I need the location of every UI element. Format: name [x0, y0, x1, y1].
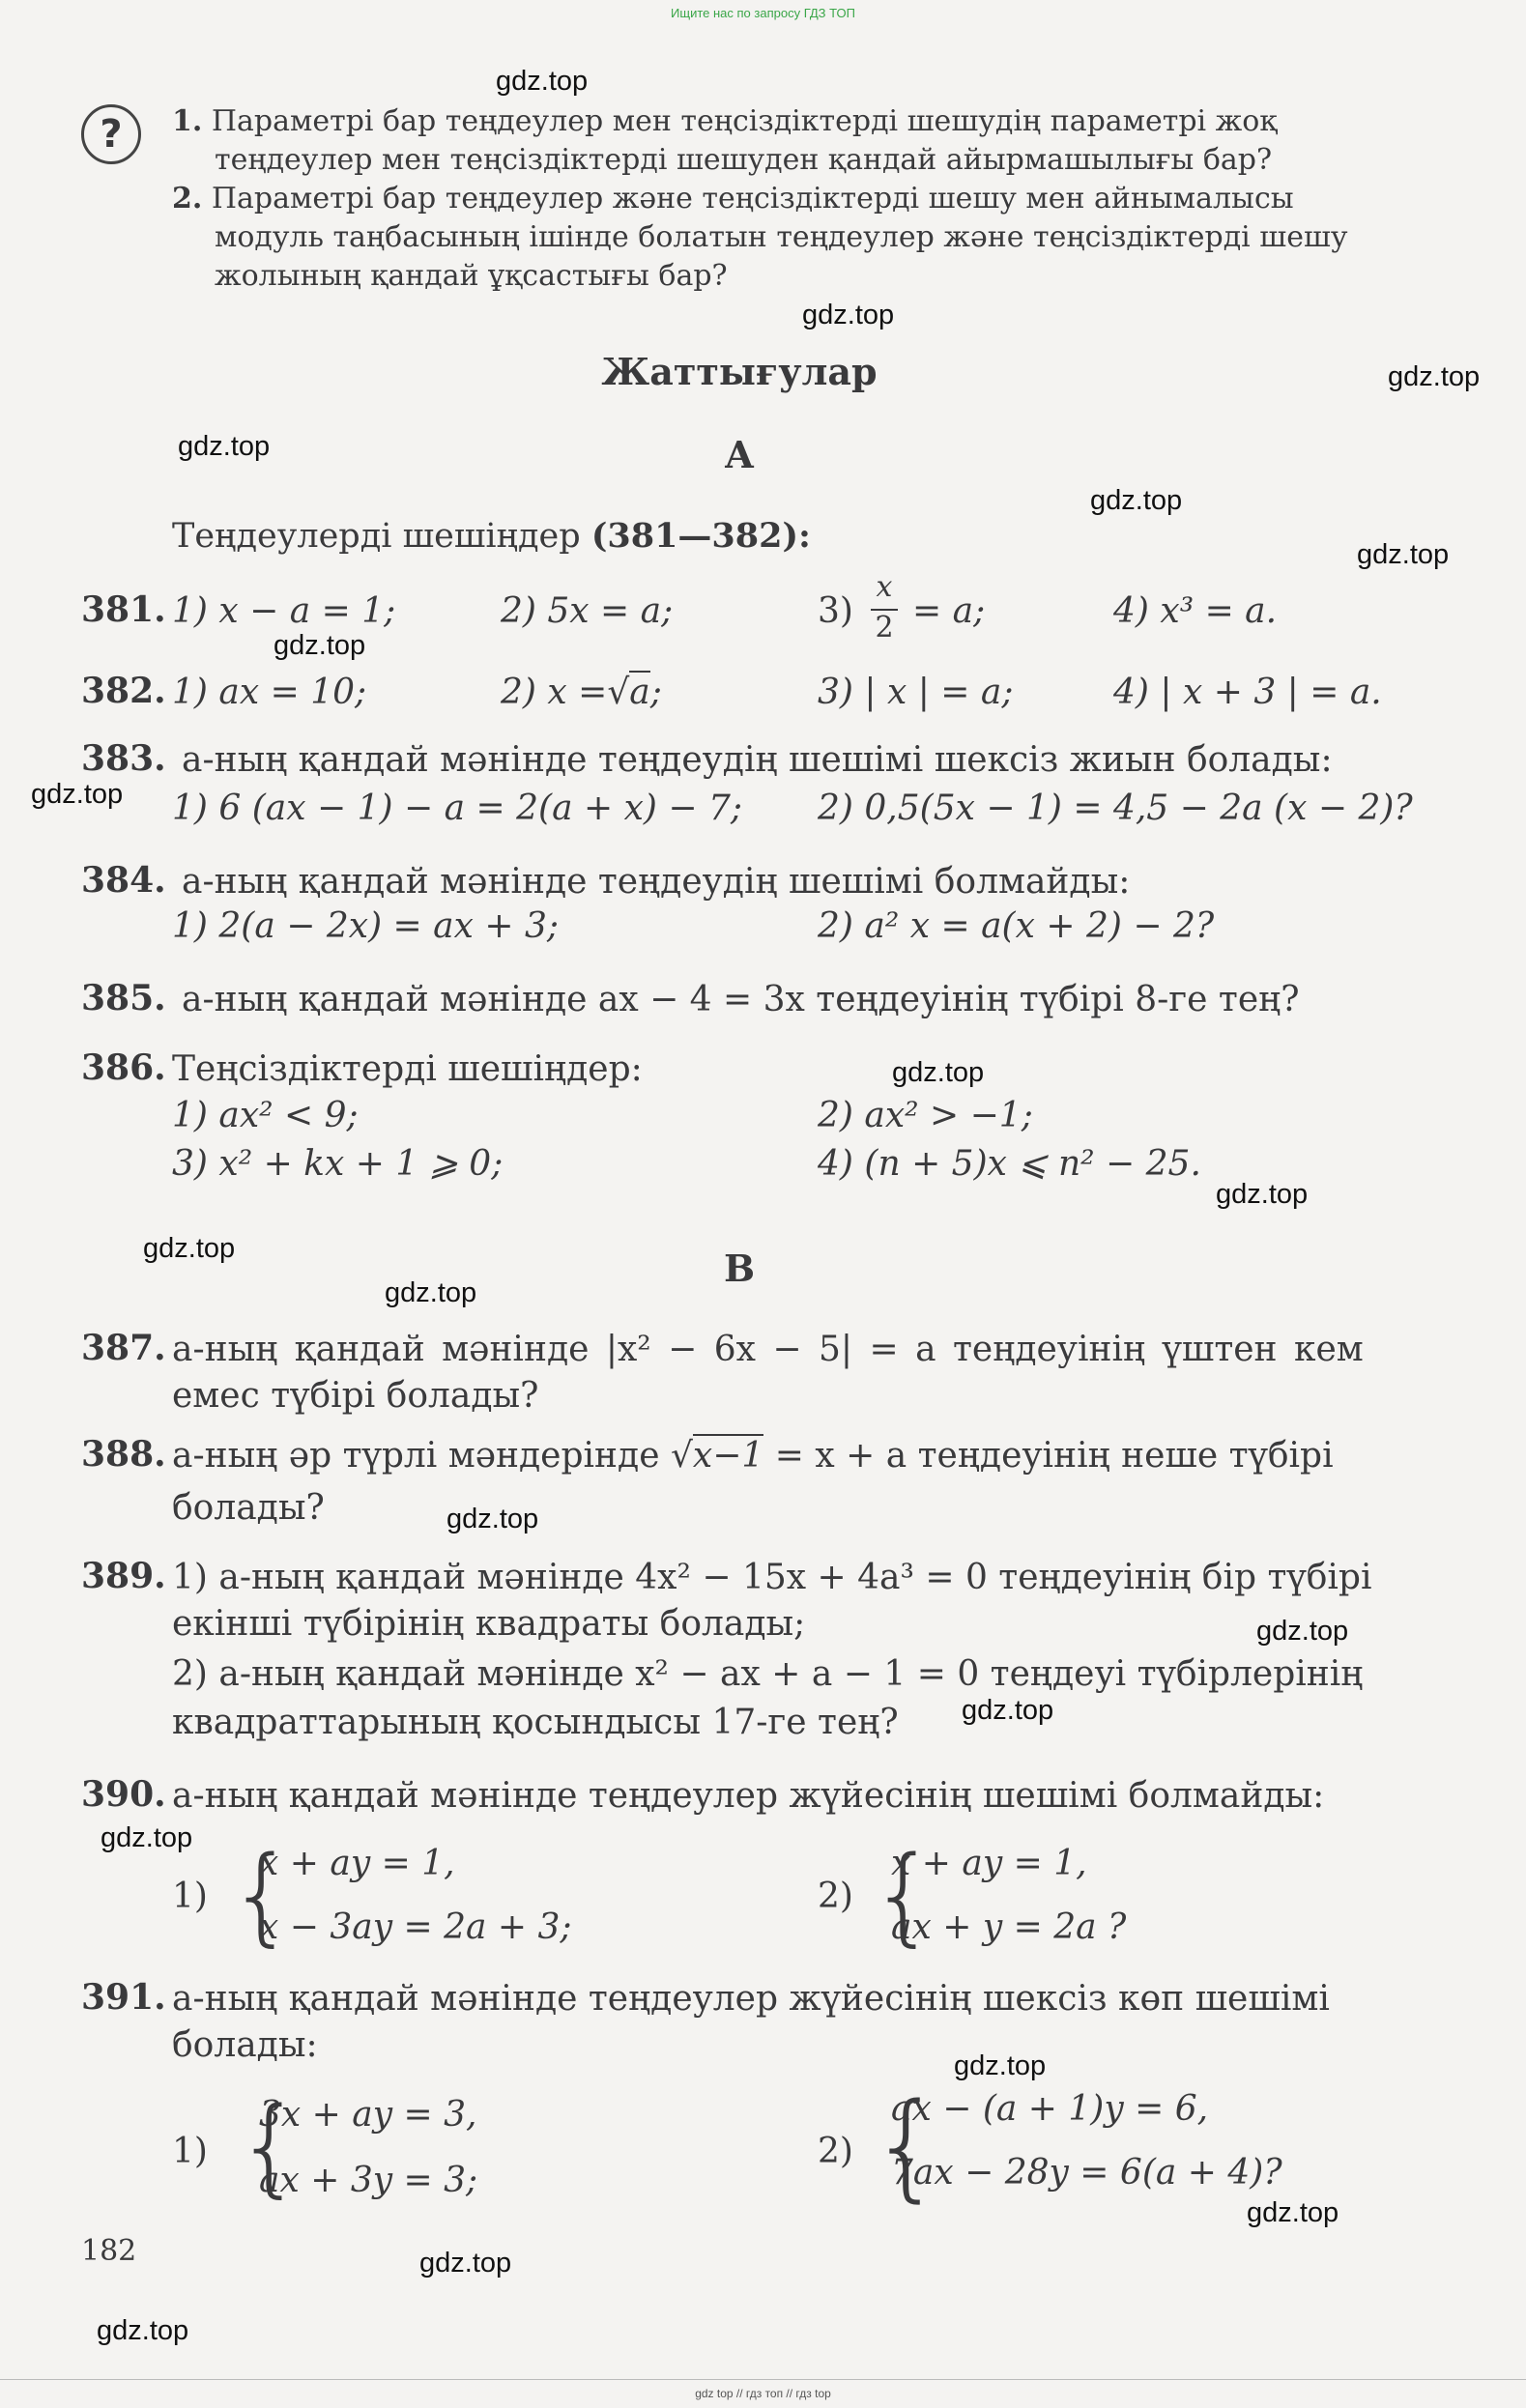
- ex389-line1: 1) a-ның қандай мәнінде 4x² − 15x + 4a³ = 0 теңдеуінің бір түбірі: [172, 1558, 1372, 1597]
- watermark: gdz.top: [962, 1695, 1054, 1726]
- question-mark-icon: ?: [81, 104, 141, 164]
- exercise-number: 384.: [81, 860, 166, 901]
- ex385-text: a-ның қандай мәнінде ax − 4 = 3x теңдеуінің түбірі 8-ге тең?: [182, 980, 1300, 1019]
- ex382-part4: 4) | x + 3 | = a.: [1113, 673, 1382, 712]
- ex384-part1: 1) 2(a − 2x) = ax + 3;: [172, 906, 560, 946]
- ex386-part1: 1) ax² < 9;: [172, 1096, 359, 1135]
- watermark: gdz.top: [178, 431, 271, 462]
- ex386-part4: 4) (n + 5)x ⩽ n² − 25.: [818, 1144, 1201, 1184]
- watermark: gdz.top: [1357, 539, 1450, 570]
- watermark: gdz.top: [97, 2315, 189, 2346]
- system-brace: {: [236, 2084, 303, 2208]
- fraction-numerator: x: [876, 570, 893, 604]
- level-a-heading: A: [725, 433, 754, 476]
- ex391-s2-eq1: ax − (a + 1)y = 6,: [891, 2089, 1209, 2129]
- watermark: gdz.top: [1388, 361, 1481, 392]
- watermark: gdz.top: [101, 1822, 193, 1853]
- watermark: gdz.top: [954, 2050, 1047, 2081]
- watermark: gdz.top: [1216, 1179, 1309, 1210]
- question-2-line3: жолының қандай ұқсастығы бар?: [215, 259, 728, 293]
- ex389-line4: квадраттарының қосындысы 17-ге тең?: [172, 1703, 899, 1742]
- exercise-number: 381.: [81, 589, 166, 630]
- ex391-line2: болады:: [172, 2025, 318, 2065]
- ex381-part1: 1) x − a = 1;: [172, 591, 396, 631]
- question-2-line2: модуль таңбасының ішінде болатын теңдеулер және теңсіздіктерді шешу: [215, 220, 1348, 254]
- ex390-s1-eq2: x − 3ay = 2a + 3;: [259, 1907, 572, 1947]
- question-1: 1. Параметрі бар теңдеулер мен теңсіздіктерді шешудің параметрі жоқ: [172, 104, 1278, 138]
- watermark: gdz.top: [385, 1277, 477, 1308]
- ex391-system2-label: 2): [818, 2132, 853, 2171]
- exercise-number: 386.: [81, 1047, 166, 1088]
- watermark: gdz.top: [496, 66, 589, 97]
- exercise-number: 388.: [81, 1434, 166, 1475]
- watermark: gdz.top: [274, 630, 366, 661]
- ex388-line1: a-ның әр түрлі мәндерінде √x−1 = x + a теңдеуінің неше түбірі: [172, 1436, 1334, 1476]
- watermark: gdz.top: [31, 779, 124, 810]
- ex391-line1: a-ның қандай мәнінде теңдеулер жүйесінің шексіз көп шешімі: [172, 1979, 1330, 2019]
- header-note: Ищите нас по запросу ГДЗ ТОП: [671, 6, 855, 20]
- system-brace: {: [228, 1833, 296, 1957]
- ex383-part1: 1) 6 (ax − 1) − a = 2(a + x) − 7;: [172, 788, 743, 828]
- ex381-part3-label: 3): [818, 591, 853, 631]
- watermark: gdz.top: [1090, 485, 1183, 516]
- ex384-part2: 2) a² x = a(x + 2) − 2?: [818, 906, 1215, 946]
- ex387-line1: a-ның қандай мәнінде |x² − 6x − 5| = a теңдеуінің үштен кем: [172, 1330, 1364, 1369]
- footer-note: gdz top // гдз топ // гдз top: [695, 2387, 831, 2400]
- ex391-system1-label: 1): [172, 2132, 208, 2171]
- ex390-text: a-ның қандай мәнінде теңдеулер жүйесінің шешімі болмайды:: [172, 1776, 1325, 1816]
- question-1-line2: теңдеулер мен теңсіздіктерді шешуден қандай айырмашылығы бар?: [215, 143, 1273, 177]
- ex389-line2: екінші түбірінің квадраты болады;: [172, 1604, 806, 1644]
- instruction-381: Теңдеулерді шешіңдер (381—382):: [172, 516, 811, 556]
- ex388-line2: болады?: [172, 1488, 325, 1528]
- ex384-text: a-ның қандай мәнінде теңдеудің шешімі болмайды:: [182, 862, 1131, 902]
- ex381-part2: 2) 5x = a;: [501, 591, 674, 631]
- ex391-s1-eq1: 3x + ay = 3,: [259, 2095, 477, 2135]
- watermark: gdz.top: [1256, 1616, 1349, 1647]
- ex381-part3-rest: = a;: [912, 591, 986, 631]
- ex386-text: Теңсіздіктерді шешіңдер:: [172, 1049, 643, 1089]
- exercise-number: 382.: [81, 671, 166, 711]
- ex383-part2: 2) 0,5(5x − 1) = 4,5 − 2a (x − 2)?: [818, 788, 1413, 828]
- ex382-part3: 3) | x | = a;: [818, 673, 1014, 712]
- question-2: 2. Параметрі бар теңдеулер және теңсіздіктерді шешу мен айнымалысы: [172, 182, 1294, 215]
- system-brace: {: [870, 2079, 944, 2214]
- ex390-s1-eq1: x + ay = 1,: [259, 1844, 455, 1883]
- watermark: gdz.top: [143, 1233, 236, 1264]
- ex391-s2-eq2: 7ax − 28y = 6(a + 4)?: [891, 2153, 1282, 2193]
- ex390-system1-label: 1): [172, 1877, 208, 1916]
- exercise-number: 391.: [81, 1977, 166, 2018]
- exercise-number: 383.: [81, 738, 166, 779]
- fraction-denominator: 2: [875, 611, 894, 645]
- ex382-part2: 2) x =√a;: [501, 673, 662, 712]
- exercise-number: 387.: [81, 1328, 166, 1368]
- ex383-text: a-ның қандай мәнінде теңдеудің шешімі шексіз жиын болады:: [182, 740, 1333, 780]
- level-b-heading: B: [723, 1247, 756, 1290]
- watermark: gdz.top: [802, 300, 895, 330]
- ex386-part2: 2) ax² > −1;: [818, 1096, 1033, 1135]
- watermark: gdz.top: [446, 1504, 539, 1534]
- ex387-line2: емес түбірі болады?: [172, 1376, 539, 1416]
- ex390-system2-label: 2): [818, 1877, 853, 1916]
- watermark: gdz.top: [892, 1057, 985, 1088]
- watermark: gdz.top: [1247, 2197, 1339, 2228]
- ex381-part4: 4) x³ = a.: [1113, 591, 1278, 631]
- system-brace: {: [870, 1833, 937, 1957]
- exercise-number: 385.: [81, 978, 166, 1018]
- ex390-s2-eq2: ax + y = 2a ?: [891, 1907, 1127, 1947]
- footer-divider: [0, 2379, 1526, 2380]
- exercise-number: 390.: [81, 1774, 166, 1815]
- ex382-part1: 1) ax = 10;: [172, 673, 367, 712]
- ex391-s1-eq2: ax + 3y = 3;: [259, 2161, 478, 2200]
- exercise-number: 389.: [81, 1556, 166, 1596]
- ex389-line3: 2) a-ның қандай мәнінде x² − ax + a − 1 = 0 теңдеуі түбірлерінің: [172, 1654, 1364, 1694]
- watermark: gdz.top: [419, 2248, 512, 2279]
- page-number: 182: [81, 2234, 137, 2268]
- ex390-s2-eq1: x + ay = 1,: [891, 1844, 1087, 1883]
- ex386-part3: 3) x² + kx + 1 ⩾ 0;: [172, 1144, 504, 1184]
- section-title: Жаттығулар: [601, 350, 878, 393]
